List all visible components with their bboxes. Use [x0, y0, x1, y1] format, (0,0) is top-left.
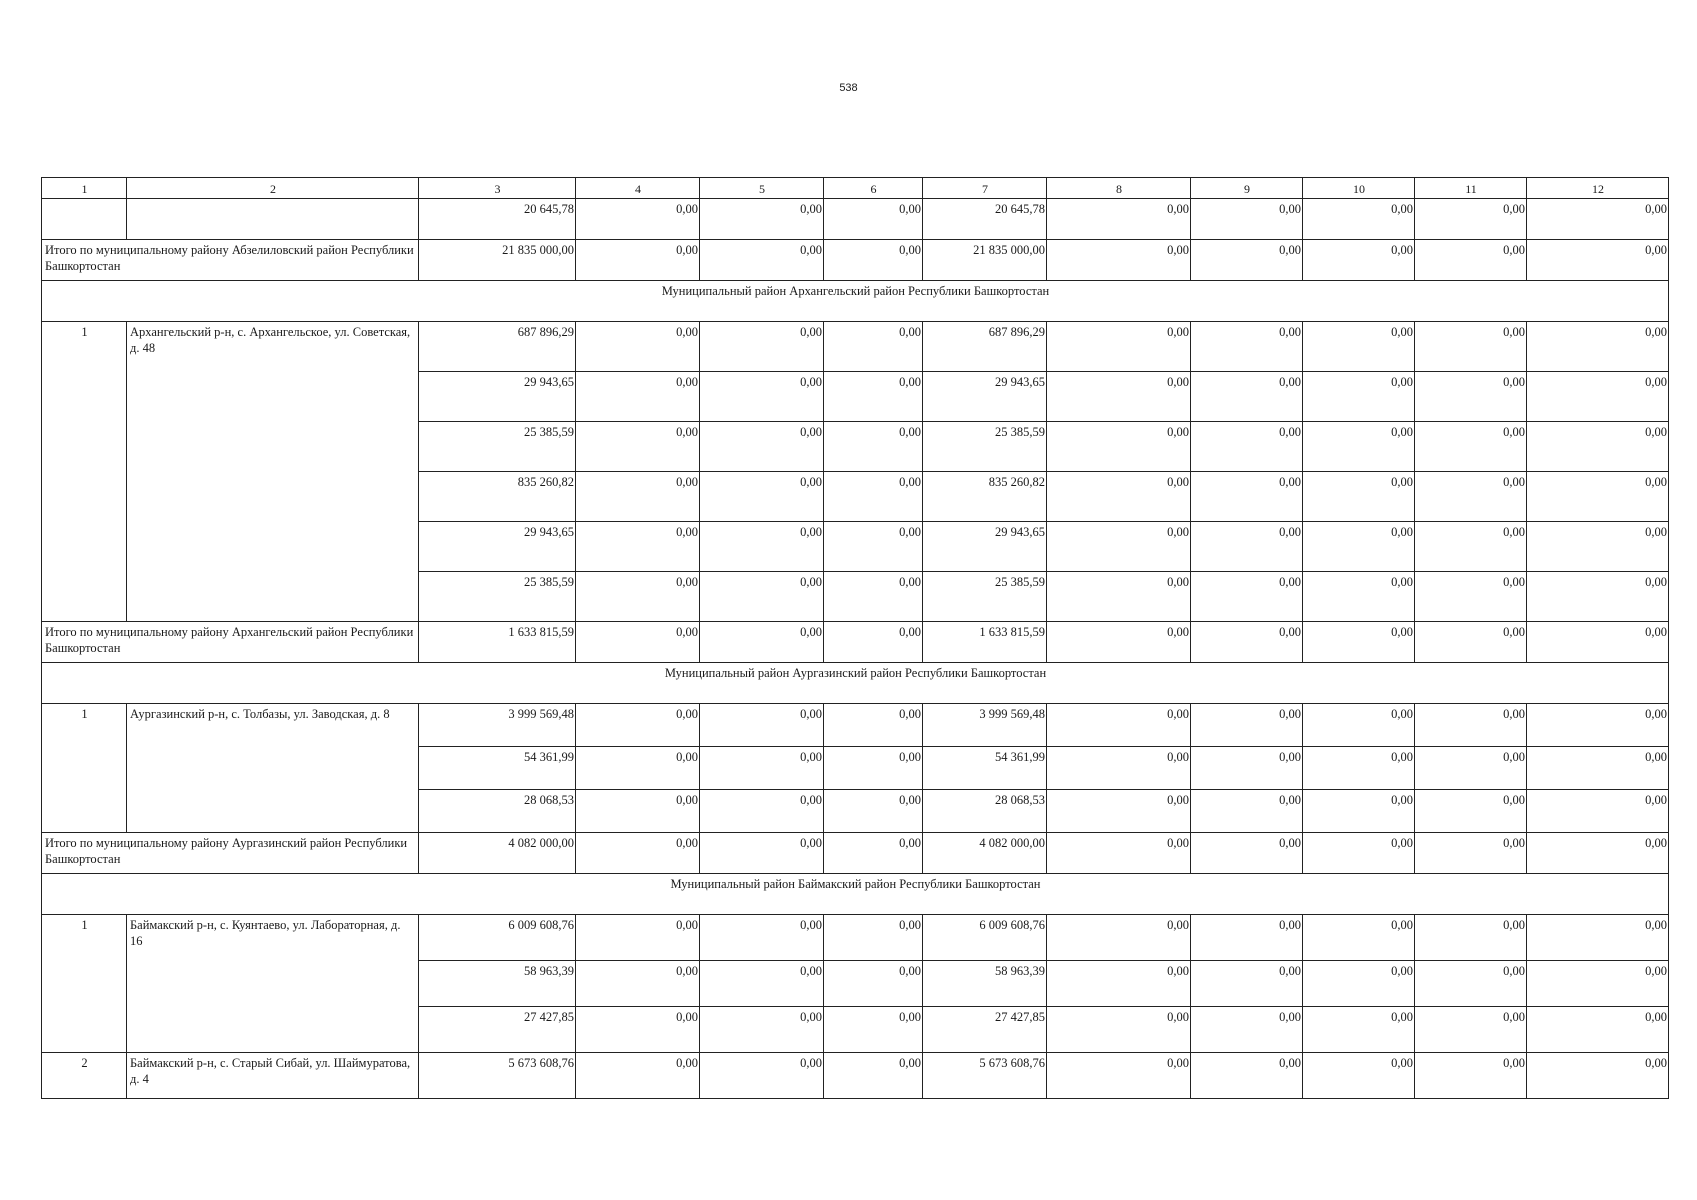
section-row — [42, 281, 1669, 322]
table-row — [42, 322, 1669, 372]
value-cell: 0,00 — [1415, 372, 1527, 422]
value-cell: 0,00 — [576, 322, 700, 372]
value-cell: 0,00 — [1047, 790, 1191, 833]
address-cell: Архангельский р-н, с. Архангельское, ул. Советская, д. 48 — [127, 322, 419, 622]
value-cell: 0,00 — [700, 1053, 824, 1099]
value-cell: 29 943,65 — [419, 372, 576, 422]
value-cell: 21 835 000,00 — [419, 240, 576, 281]
value-cell: 835 260,82 — [419, 472, 576, 522]
value-cell: 0,00 — [576, 961, 700, 1007]
row-number: 1 — [42, 322, 127, 622]
report-table — [41, 177, 1669, 1099]
value-cell: 0,00 — [1303, 915, 1415, 961]
value-cell: 0,00 — [700, 572, 824, 622]
value-cell: 0,00 — [1047, 322, 1191, 372]
value-cell: 0,00 — [1527, 915, 1669, 961]
value-cell: 5 673 608,76 — [419, 1053, 576, 1099]
value-cell: 0,00 — [1047, 704, 1191, 747]
value-cell: 0,00 — [824, 372, 923, 422]
value-cell: 0,00 — [1527, 1007, 1669, 1053]
value-cell: 0,00 — [1527, 747, 1669, 790]
value-cell: 0,00 — [1191, 322, 1303, 372]
value-cell: 0,00 — [1527, 240, 1669, 281]
value-cell: 29 943,65 — [419, 522, 576, 572]
value-cell: 0,00 — [1047, 833, 1191, 874]
value-cell: 0,00 — [1527, 372, 1669, 422]
value-cell: 0,00 — [1527, 790, 1669, 833]
section-title: Муниципальный район Баймакский район Республики Башкортостан — [42, 874, 1669, 915]
value-cell: 0,00 — [824, 1053, 923, 1099]
value-cell: 0,00 — [1415, 790, 1527, 833]
column-header: 1 — [42, 178, 127, 199]
value-cell: 3 999 569,48 — [419, 704, 576, 747]
value-cell: 28 068,53 — [419, 790, 576, 833]
value-cell: 0,00 — [824, 240, 923, 281]
value-cell: 0,00 — [700, 1007, 824, 1053]
table-row — [42, 1053, 1669, 1099]
row-number: 1 — [42, 915, 127, 1053]
value-cell: 0,00 — [824, 622, 923, 663]
value-cell: 0,00 — [1527, 622, 1669, 663]
value-cell: 27 427,85 — [419, 1007, 576, 1053]
value-cell: 0,00 — [1415, 422, 1527, 472]
section-row — [42, 874, 1669, 915]
value-cell: 0,00 — [576, 372, 700, 422]
value-cell: 0,00 — [1415, 1007, 1527, 1053]
total-row — [42, 833, 1669, 874]
value-cell: 0,00 — [824, 472, 923, 522]
page-number: 538 — [839, 82, 858, 94]
value-cell: 54 361,99 — [419, 747, 576, 790]
column-header: 7 — [923, 178, 1047, 199]
value-cell: 0,00 — [1303, 1007, 1415, 1053]
value-cell: 58 963,39 — [923, 961, 1047, 1007]
section-title: Муниципальный район Аургазинский район Республики Башкортостан — [42, 663, 1669, 704]
value-cell: 29 943,65 — [923, 522, 1047, 572]
value-cell: 0,00 — [1415, 915, 1527, 961]
table-row — [42, 199, 1669, 240]
value-cell: 0,00 — [1047, 747, 1191, 790]
value-cell: 0,00 — [1191, 747, 1303, 790]
value-cell: 4 082 000,00 — [419, 833, 576, 874]
value-cell: 54 361,99 — [923, 747, 1047, 790]
value-cell: 0,00 — [700, 199, 824, 240]
value-cell: 0,00 — [576, 472, 700, 522]
value-cell: 0,00 — [1047, 961, 1191, 1007]
value-cell: 0,00 — [576, 1053, 700, 1099]
column-header: 9 — [1191, 178, 1303, 199]
value-cell: 0,00 — [1527, 472, 1669, 522]
value-cell: 0,00 — [700, 622, 824, 663]
value-cell: 0,00 — [1415, 199, 1527, 240]
value-cell: 0,00 — [1527, 833, 1669, 874]
value-cell: 4 082 000,00 — [923, 833, 1047, 874]
value-cell: 0,00 — [576, 704, 700, 747]
value-cell: 0,00 — [1191, 1053, 1303, 1099]
value-cell: 0,00 — [700, 522, 824, 572]
value-cell: 0,00 — [1191, 199, 1303, 240]
value-cell: 0,00 — [824, 915, 923, 961]
total-row — [42, 622, 1669, 663]
column-header: 10 — [1303, 178, 1415, 199]
column-header: 8 — [1047, 178, 1191, 199]
value-cell: 1 633 815,59 — [923, 622, 1047, 663]
value-cell: 0,00 — [1191, 833, 1303, 874]
value-cell: 0,00 — [576, 1007, 700, 1053]
row-number: 1 — [42, 704, 127, 833]
value-cell: 0,00 — [1191, 422, 1303, 472]
value-cell: 20 645,78 — [923, 199, 1047, 240]
value-cell: 0,00 — [1191, 240, 1303, 281]
column-header: 5 — [700, 178, 824, 199]
value-cell: 0,00 — [700, 372, 824, 422]
value-cell: 0,00 — [1527, 199, 1669, 240]
value-cell: 0,00 — [1415, 961, 1527, 1007]
column-header: 11 — [1415, 178, 1527, 199]
value-cell: 0,00 — [1415, 572, 1527, 622]
value-cell: 0,00 — [1191, 622, 1303, 663]
value-cell: 0,00 — [700, 240, 824, 281]
value-cell: 0,00 — [824, 522, 923, 572]
value-cell: 0,00 — [1303, 240, 1415, 281]
value-cell: 0,00 — [824, 833, 923, 874]
value-cell: 25 385,59 — [419, 422, 576, 472]
value-cell: 0,00 — [700, 961, 824, 1007]
value-cell: 0,00 — [1415, 240, 1527, 281]
value-cell: 0,00 — [1191, 961, 1303, 1007]
value-cell: 0,00 — [1191, 704, 1303, 747]
value-cell: 0,00 — [1303, 572, 1415, 622]
row-number — [42, 199, 127, 240]
value-cell: 0,00 — [1527, 422, 1669, 472]
total-label: Итого по муниципальному району Аургазинский район Республики Башкортостан — [42, 833, 419, 874]
table-body — [42, 178, 1669, 1099]
value-cell: 0,00 — [576, 240, 700, 281]
value-cell: 0,00 — [1191, 1007, 1303, 1053]
value-cell: 0,00 — [1191, 522, 1303, 572]
value-cell: 0,00 — [1527, 572, 1669, 622]
address-cell: Аургазинский р-н, с. Толбазы, ул. Заводская, д. 8 — [127, 704, 419, 833]
column-header: 3 — [419, 178, 576, 199]
table-row — [42, 704, 1669, 747]
value-cell: 0,00 — [1047, 915, 1191, 961]
value-cell: 0,00 — [576, 833, 700, 874]
value-cell: 0,00 — [1191, 790, 1303, 833]
value-cell: 0,00 — [1527, 961, 1669, 1007]
column-header: 4 — [576, 178, 700, 199]
value-cell: 687 896,29 — [419, 322, 576, 372]
value-cell: 58 963,39 — [419, 961, 576, 1007]
value-cell: 0,00 — [1047, 572, 1191, 622]
value-cell: 0,00 — [1191, 472, 1303, 522]
value-cell: 0,00 — [576, 572, 700, 622]
value-cell: 5 673 608,76 — [923, 1053, 1047, 1099]
value-cell: 0,00 — [1527, 322, 1669, 372]
value-cell: 1 633 815,59 — [419, 622, 576, 663]
row-number: 2 — [42, 1053, 127, 1099]
value-cell: 0,00 — [1191, 915, 1303, 961]
value-cell: 0,00 — [1415, 747, 1527, 790]
value-cell: 0,00 — [1191, 372, 1303, 422]
value-cell: 687 896,29 — [923, 322, 1047, 372]
value-cell: 25 385,59 — [419, 572, 576, 622]
value-cell: 0,00 — [576, 422, 700, 472]
column-header: 12 — [1527, 178, 1669, 199]
value-cell: 0,00 — [700, 747, 824, 790]
value-cell: 0,00 — [824, 961, 923, 1007]
value-cell: 21 835 000,00 — [923, 240, 1047, 281]
value-cell: 0,00 — [824, 422, 923, 472]
section-title: Муниципальный район Архангельский район Республики Башкортостан — [42, 281, 1669, 322]
value-cell: 6 009 608,76 — [419, 915, 576, 961]
value-cell: 0,00 — [576, 790, 700, 833]
total-label: Итого по муниципальному району Абзелиловский район Республики Башкортостан — [42, 240, 419, 281]
value-cell: 0,00 — [1527, 522, 1669, 572]
value-cell: 0,00 — [576, 747, 700, 790]
value-cell: 0,00 — [700, 322, 824, 372]
value-cell: 6 009 608,76 — [923, 915, 1047, 961]
value-cell: 0,00 — [824, 747, 923, 790]
value-cell: 0,00 — [576, 915, 700, 961]
value-cell: 0,00 — [1303, 833, 1415, 874]
value-cell: 0,00 — [700, 704, 824, 747]
value-cell: 0,00 — [1303, 422, 1415, 472]
value-cell: 0,00 — [700, 790, 824, 833]
value-cell: 0,00 — [1047, 472, 1191, 522]
value-cell: 0,00 — [1047, 422, 1191, 472]
value-cell: 0,00 — [1303, 790, 1415, 833]
value-cell: 0,00 — [1047, 1007, 1191, 1053]
value-cell: 29 943,65 — [923, 372, 1047, 422]
value-cell: 0,00 — [1303, 199, 1415, 240]
value-cell: 0,00 — [700, 915, 824, 961]
value-cell: 0,00 — [1415, 622, 1527, 663]
address-cell: Баймакский р-н, с. Куянтаево, ул. Лабораторная, д. 16 — [127, 915, 419, 1053]
value-cell: 3 999 569,48 — [923, 704, 1047, 747]
value-cell: 0,00 — [824, 1007, 923, 1053]
value-cell: 0,00 — [1415, 522, 1527, 572]
value-cell: 0,00 — [700, 472, 824, 522]
address-cell — [127, 199, 419, 240]
value-cell: 0,00 — [700, 422, 824, 472]
column-header: 6 — [824, 178, 923, 199]
column-header-row — [42, 178, 1669, 199]
value-cell: 0,00 — [1303, 1053, 1415, 1099]
value-cell: 0,00 — [1415, 704, 1527, 747]
value-cell: 0,00 — [1303, 472, 1415, 522]
value-cell: 0,00 — [1191, 572, 1303, 622]
value-cell: 0,00 — [1415, 833, 1527, 874]
value-cell: 0,00 — [1415, 472, 1527, 522]
value-cell: 0,00 — [1303, 372, 1415, 422]
value-cell: 0,00 — [1303, 747, 1415, 790]
value-cell: 0,00 — [700, 833, 824, 874]
value-cell: 0,00 — [1303, 522, 1415, 572]
value-cell: 28 068,53 — [923, 790, 1047, 833]
value-cell: 0,00 — [824, 790, 923, 833]
value-cell: 0,00 — [1047, 199, 1191, 240]
value-cell: 0,00 — [824, 704, 923, 747]
value-cell: 0,00 — [1527, 1053, 1669, 1099]
address-cell: Баймакский р-н, с. Старый Сибай, ул. Шаймуратова, д. 4 — [127, 1053, 419, 1099]
section-row — [42, 663, 1669, 704]
value-cell: 0,00 — [576, 622, 700, 663]
value-cell: 0,00 — [1527, 704, 1669, 747]
total-label: Итого по муниципальному району Архангельский район Республики Башкортостан — [42, 622, 419, 663]
value-cell: 27 427,85 — [923, 1007, 1047, 1053]
value-cell: 0,00 — [1303, 622, 1415, 663]
value-cell: 20 645,78 — [419, 199, 576, 240]
value-cell: 0,00 — [1047, 622, 1191, 663]
table-row — [42, 915, 1669, 961]
value-cell: 0,00 — [1303, 322, 1415, 372]
value-cell: 0,00 — [824, 322, 923, 372]
value-cell: 25 385,59 — [923, 572, 1047, 622]
value-cell: 0,00 — [824, 199, 923, 240]
value-cell: 835 260,82 — [923, 472, 1047, 522]
value-cell: 0,00 — [1047, 1053, 1191, 1099]
value-cell: 25 385,59 — [923, 422, 1047, 472]
value-cell: 0,00 — [576, 522, 700, 572]
column-header: 2 — [127, 178, 419, 199]
value-cell: 0,00 — [1303, 704, 1415, 747]
value-cell: 0,00 — [576, 199, 700, 240]
value-cell: 0,00 — [1047, 522, 1191, 572]
value-cell: 0,00 — [824, 572, 923, 622]
total-row — [42, 240, 1669, 281]
value-cell: 0,00 — [1415, 1053, 1527, 1099]
value-cell: 0,00 — [1303, 961, 1415, 1007]
value-cell: 0,00 — [1415, 322, 1527, 372]
value-cell: 0,00 — [1047, 372, 1191, 422]
value-cell: 0,00 — [1047, 240, 1191, 281]
